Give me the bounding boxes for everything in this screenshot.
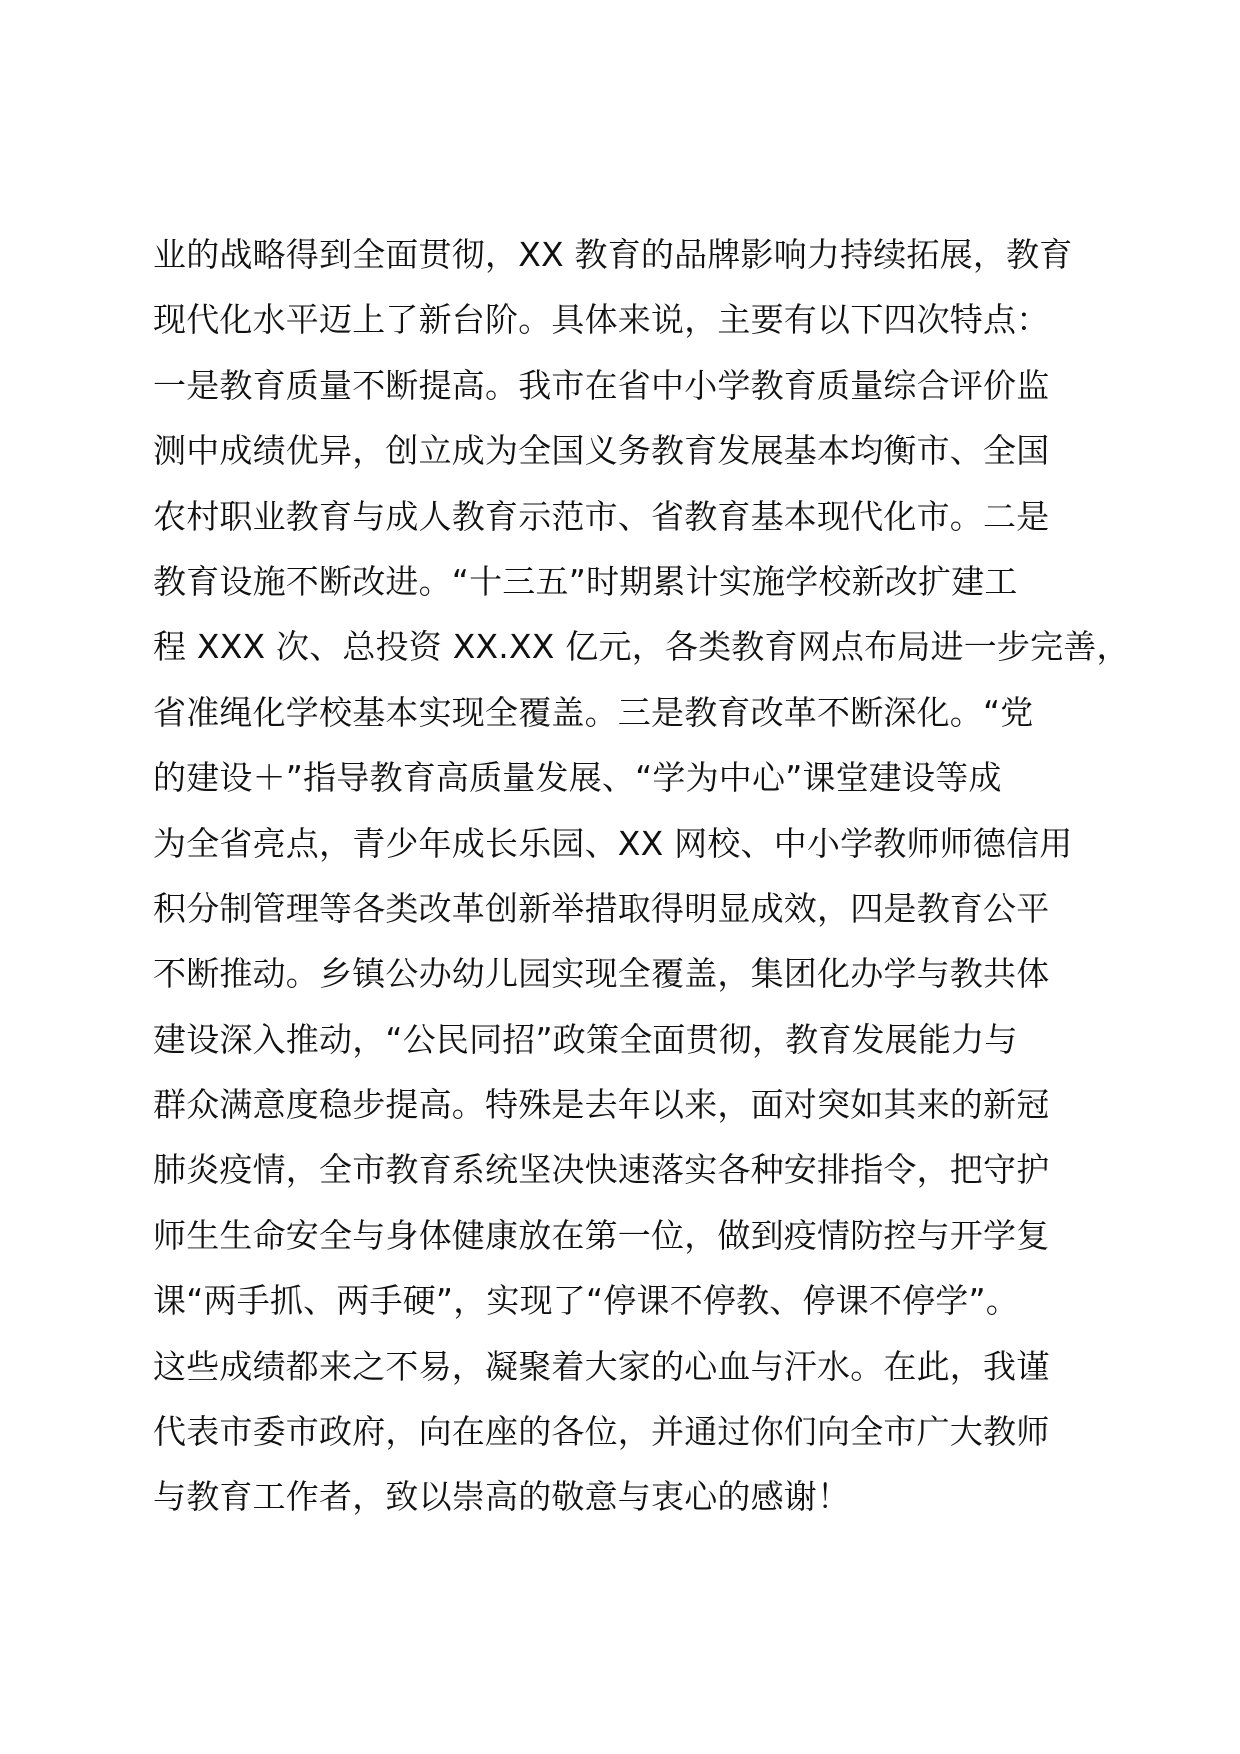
text-line: 积分制管理等各类改革创新举措取得明显成效，四是教育公平 (153, 888, 1050, 928)
text-line: 课“两手抓、两手硬”，实现了“停课不停教、停课不停学”。 (153, 1281, 1019, 1321)
text-line: 现代化水平迈上了新台阶。具体来说，主要有以下四次特点： (153, 300, 1050, 340)
text-line: 群众满意度稳步提高。特殊是去年以来，面对突如其来的新冠 (153, 1085, 1050, 1125)
text-line: 程 XXX 次、总投资 XX.XX 亿元，各类教育网点布局进一步完善， (153, 627, 1130, 667)
body-paragraph (153, 222, 1130, 1530)
text-line: 教育设施不断改进。“十三五”时期累计实施学校新改扩建工 (153, 561, 1018, 601)
text-line: 代表市委市政府，向在座的各位，并通过你们向全市广大教师 (153, 1412, 1050, 1452)
text-line: 测中成绩优异，创立成为全国义务教育发展基本均衡市、全国 (153, 431, 1050, 471)
text-line: 肺炎疫情，全市教育系统坚决快速落实各种安排指令，把守护 (153, 1150, 1050, 1190)
text-line: 为全省亮点，青少年成长乐园、XX 网校、中小学教师师德信用 (153, 823, 1073, 863)
text-line: 师生生命安全与身体健康放在第一位，做到疫情防控与开学复 (153, 1215, 1050, 1255)
text-line: 一是教育质量不断提高。我市在省中小学教育质量综合评价监 (153, 365, 1050, 405)
text-line: 业的战略得到全面贯彻，XX 教育的品牌影响力持续拓展，教育 (153, 235, 1073, 274)
text-line: 不断推动。乡镇公办幼儿园实现全覆盖，集团化办学与教共体 (153, 954, 1050, 994)
text-line: 与教育工作者，致以崇高的敬意与衷心的感谢！ (153, 1477, 851, 1517)
text-line: 的建设＋”指导教育高质量发展、“学为中心”课堂建设等成 (153, 758, 1002, 798)
text-line: 建设深入推动，“公民同招”政策全面贯彻，教育发展能力与 (153, 1019, 1018, 1059)
text-line: 农村职业教育与成人教育示范市、省教育基本现代化市。二是 (153, 496, 1050, 536)
text-line: 这些成绩都来之不易，凝聚着大家的心血与汗水。在此，我谨 (153, 1346, 1050, 1386)
text-line: 省准绳化学校基本实现全覆盖。三是教育改革不断深化。“党 (153, 692, 1034, 732)
